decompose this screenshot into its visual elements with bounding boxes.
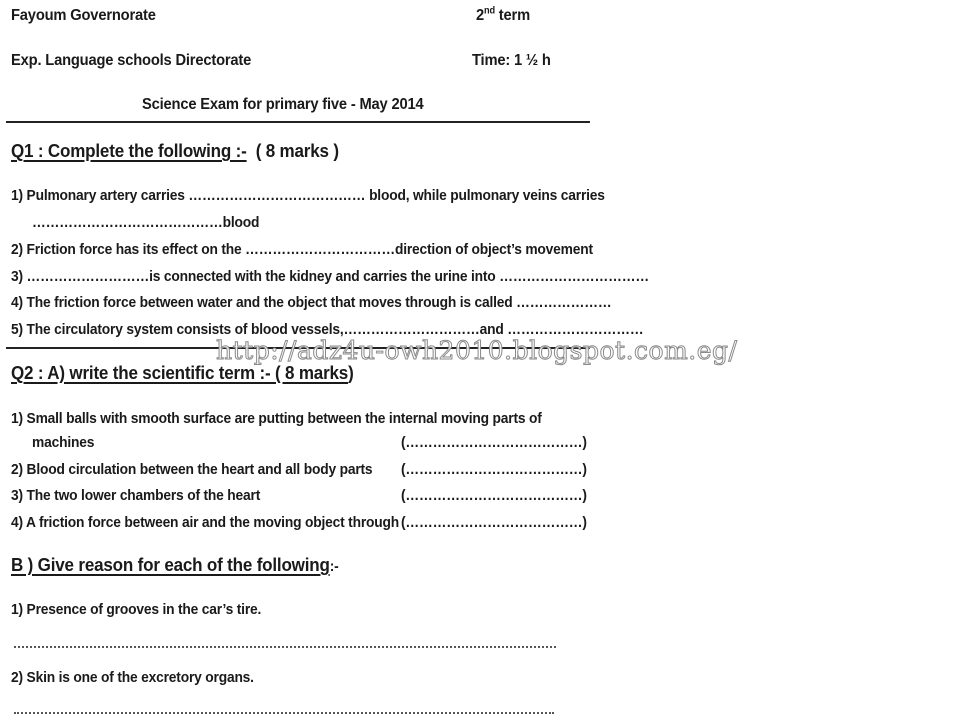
q2b-heading: [11, 554, 339, 576]
q1-marks: ( 8 marks ): [255, 140, 339, 161]
header-divider: [6, 121, 590, 123]
directorate-label: Exp. Language schools Directorate: [11, 52, 252, 69]
q2a-blank-1: (…………………………………): [401, 434, 587, 451]
q2a-heading-text: Q2 : A) write the scientific term :- ( 8 marks: [11, 362, 349, 383]
q2b-answer-line-1: [14, 646, 556, 648]
q2b-heading-text: B ) Give reason for each of the following: [11, 554, 330, 575]
q1-item-4: 4) The friction force between water and the object that moves through is called …………………: [11, 294, 612, 311]
exam-title: Science Exam for primary five - May 2014: [142, 96, 424, 113]
term-suffix: nd: [484, 5, 495, 17]
q1-item-1-cont: ……………………………………blood: [32, 214, 260, 231]
blog-watermark: http://adz4u-owh2010.blogspot.com.eg/: [216, 336, 738, 365]
q1-item-3: 3) ………………………is connected with the kidney and carries the urine into ……………………………: [11, 268, 649, 285]
term-label: [476, 7, 530, 25]
q2b-item-2: 2) Skin is one of the excretory organs.: [11, 669, 254, 686]
q1-item-5: 5) The circulatory system consists of blood vessels,…………………………and …………………………: [11, 321, 644, 338]
q2a-blank-4: (…………………………………): [401, 514, 587, 531]
term-word: term: [498, 7, 530, 24]
q2a-item-1: 1) Small balls with smooth surface are putting between the internal moving parts of: [11, 410, 542, 427]
q2b-answer-line-2: [14, 712, 554, 714]
governorate-label: Fayoum Governorate: [11, 7, 156, 24]
time-label: Time: 1 ½ h: [472, 52, 551, 69]
q2a-item-4: 4) A friction force between air and the moving object through: [11, 514, 399, 531]
q2b-item-1: 1) Presence of grooves in the car’s tire.: [11, 601, 262, 618]
q2a-item-1-cont: machines: [32, 434, 95, 451]
q1-item-1: 1) Pulmonary artery carries ………………………………… blood, while pulmonary veins carries: [11, 187, 605, 204]
q2b-heading-suffix: :-: [329, 558, 339, 575]
q2a-blank-3: (…………………………………): [401, 487, 587, 504]
term-number: 2: [476, 7, 485, 24]
q2a-heading-close: ): [348, 362, 354, 383]
q1-heading-text: Q1 : Complete the following :-: [11, 140, 247, 161]
q2a-item-2: 2) Blood circulation between the heart and all body parts: [11, 461, 373, 478]
q1-heading: [11, 140, 339, 162]
q2a-heading: [11, 362, 354, 384]
q2a-blank-2: (…………………………………): [401, 461, 587, 478]
q1-item-2: 2) Friction force has its effect on the ……………………………direction of object’s movement: [11, 241, 593, 258]
q2a-item-3: 3) The two lower chambers of the heart: [11, 487, 261, 504]
